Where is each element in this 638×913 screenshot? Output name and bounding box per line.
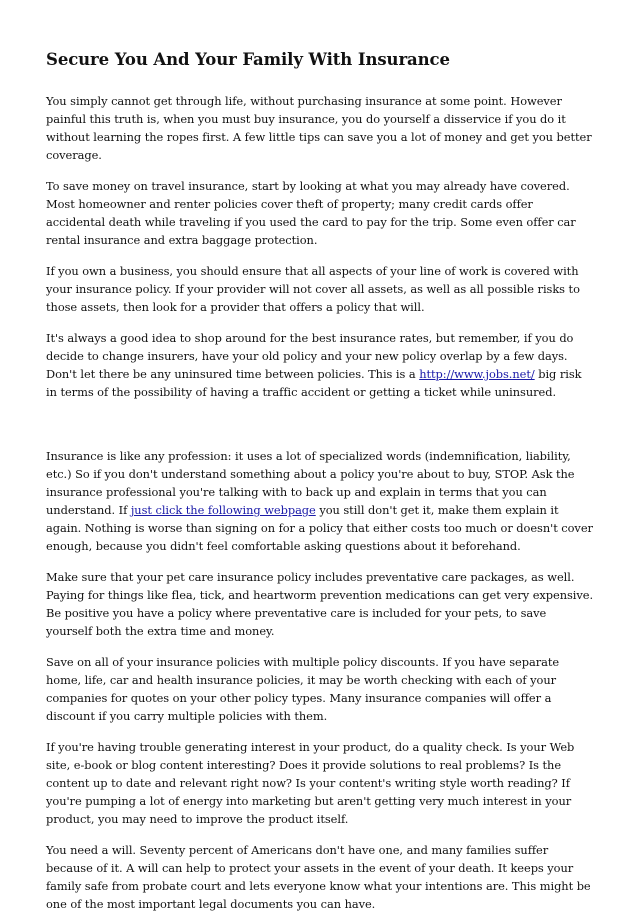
paragraph-5-text-a: Insurance is like any profession: it uses a lot of specialized words (indemnification, liability, etc.) So if you don't understand something about a policy you're about to buy, STOP. Ask the insurance professional you're talking with to back up and explain in terms that you can understand. If <box>46 448 575 518</box>
paragraph-4-text-a: It's always a good idea to shop around for the best insurance rates, but remember, if you do decide to change insurers, have your old policy and your new policy overlap by a few days. Don't let there be any uninsured time between policies. This is a <box>46 330 574 381</box>
paragraph-3: If you own a business, you should ensure that all aspects of your line of work is covered with your insurance policy. If your provider will not cover all assets, as well as all possible risks to those assets, then look for a provider that offers a policy that will. <box>46 263 580 314</box>
paragraph-5 <box>46 447 594 556</box>
paragraph-4-text-b: big risk in terms of the possibility of having a traffic accident or getting a ticket while uninsured. <box>46 366 582 399</box>
paragraph-5-text-b: you still don't get it, make them explain it again. Nothing is worse than signing on for a policy that either costs too much or doesn't cover enough, because you didn't feel comfortable asking questions about it beforehand. <box>46 503 593 554</box>
jobs-link[interactable]: http://www.jobs.net/ <box>419 366 535 381</box>
paragraph-1: You simply cannot get through life, without purchasing insurance at some point. However painful this truth is, when you must buy insurance, you do yourself a disservice if you do it without learning the ropes first. A few little tips can save you a lot of money and get you better coverage. <box>46 94 592 163</box>
paragraph-6: Make sure that your pet care insurance policy includes preventative care packages, as well. Paying for things like flea, tick, and heartworm prevention medications can get very expensive. Be positive you have a policy where preventative care is included for your pets, to save yourself both the extra time and money. <box>46 569 594 639</box>
paragraph-8: If you're having trouble generating interest in your product, do a quality check. Is your Web site, e-book or blog content interesting? Does it provide solutions to real problems? Is the content up to date and relevant right now? Is your content's writing style worth reading? If you're pumping a lot of energy into marketing but aren't getting very much interest in your product, you may need to improve the product itself. <box>46 739 575 827</box>
paragraph-9: You need a will. Seventy percent of Americans don't have one, and many families suffer because of it. A will can help to protect your assets in the event of your death. It keeps your family safe from probate court and lets everyone know what your intentions are. This might be one of the most important legal documents you can have. <box>46 842 591 911</box>
paragraph-7: Save on all of your insurance policies with multiple policy discounts. If you have separate home, life, car and health insurance policies, it may be worth checking with each of your companies for quotes on your other policy types. Many insurance companies will offer a discount if you carry multiple policies with them. <box>46 654 560 724</box>
paragraph-2: To save money on travel insurance, start by looking at what you may already have covered. Most homeowner and renter policies cover theft of property; many credit cards offer accidental death while traveling if you used the card to pay for the trip. Some even offer car rental insurance and extra baggage protection. <box>46 178 576 248</box>
paragraph-4 <box>46 329 594 401</box>
webpage-link[interactable]: just click the following webpage <box>130 503 316 518</box>
page-title: Secure You And Your Family With Insurance <box>46 50 450 69</box>
